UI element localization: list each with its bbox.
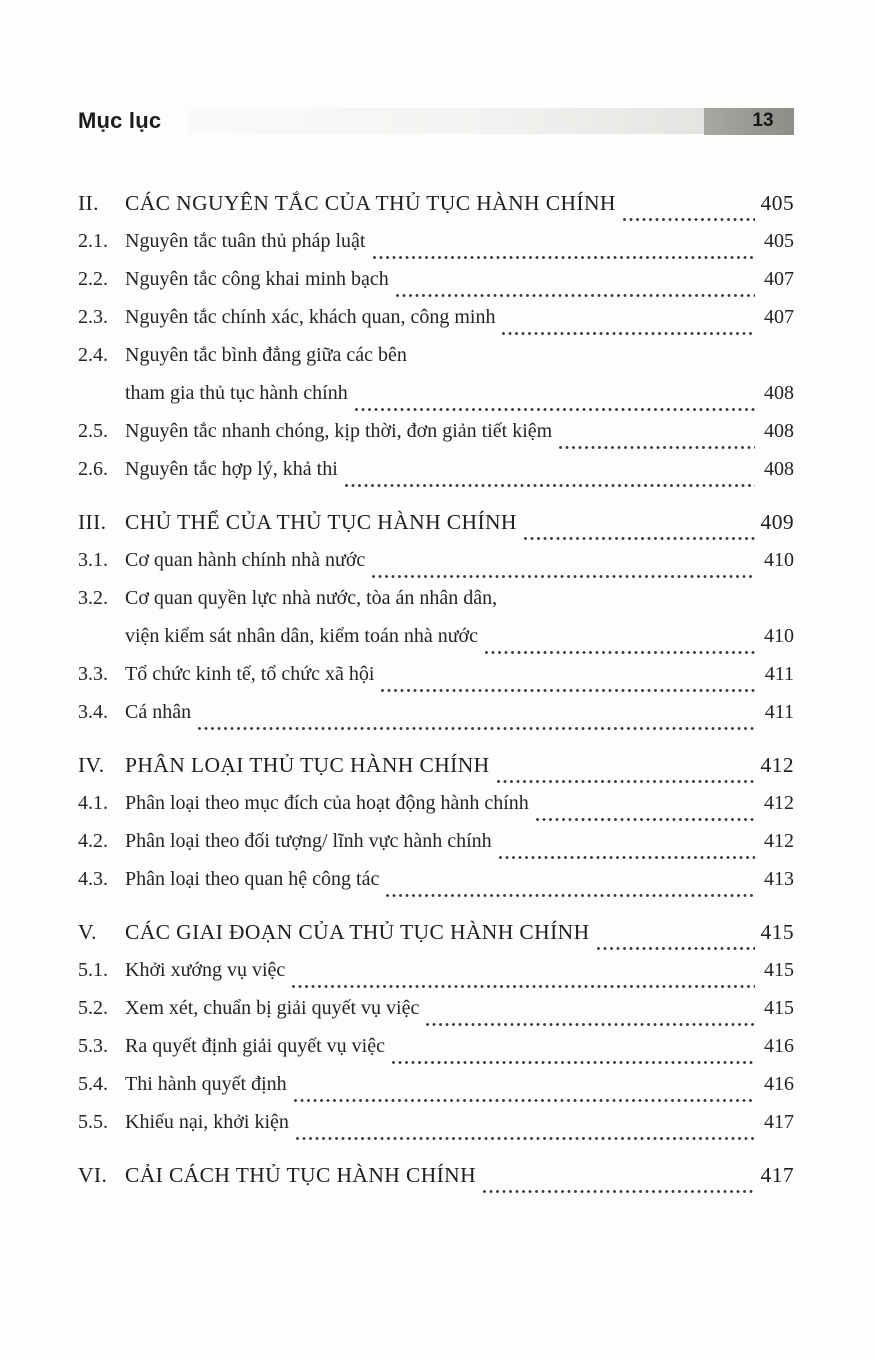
toc-entry bbox=[78, 336, 794, 412]
toc-entry bbox=[78, 989, 794, 1027]
toc-entry bbox=[78, 260, 794, 298]
toc-entry-page: 407 bbox=[764, 268, 794, 290]
toc-entry-title: Thi hành quyết định bbox=[125, 1073, 287, 1095]
toc-entry-title: Cơ quan hành chính nhà nước bbox=[125, 549, 366, 571]
toc-entry bbox=[78, 541, 794, 579]
header-decoration-strip bbox=[187, 108, 704, 134]
toc-entry-number: 2.5. bbox=[78, 420, 108, 442]
toc-entry-number: 3.3. bbox=[78, 663, 108, 685]
toc-entry-page: 416 bbox=[764, 1073, 794, 1095]
toc-entry-page: 417 bbox=[760, 1163, 794, 1187]
toc-entry-title: Ra quyết định giải quyết vụ việc bbox=[125, 1035, 385, 1057]
toc-entry-body bbox=[125, 913, 794, 951]
toc-entry bbox=[78, 184, 794, 222]
toc-entry bbox=[78, 746, 794, 784]
toc-entry-title: Phân loại theo quan hệ công tác bbox=[125, 868, 380, 890]
toc-entry-number: 5.5. bbox=[78, 1111, 108, 1133]
toc-entry-title: CẢI CÁCH THỦ TỤC HÀNH CHÍNH bbox=[125, 1163, 477, 1187]
toc-entry-body bbox=[125, 1027, 794, 1065]
toc-entry-page: 412 bbox=[760, 753, 794, 777]
toc-entry-title: Nguyên tắc nhanh chóng, kịp thời, đơn giản tiết kiệm bbox=[125, 420, 553, 442]
toc-entry-title: Nguyên tắc công khai minh bạch bbox=[125, 268, 389, 290]
dot-leader bbox=[482, 1181, 755, 1194]
dot-leader bbox=[380, 680, 755, 693]
dot-leader bbox=[523, 528, 755, 541]
page-title: Mục lục bbox=[78, 108, 162, 133]
toc-entry-number: 5.3. bbox=[78, 1035, 108, 1057]
toc-entry-number: 3.2. bbox=[78, 587, 108, 609]
toc-entry-title: Tổ chức kinh tế, tổ chức xã hội bbox=[125, 663, 375, 685]
toc-entry-title: CHỦ THỂ CỦA THỦ TỤC HÀNH CHÍNH bbox=[125, 510, 517, 534]
toc-entry-number: II. bbox=[78, 191, 99, 215]
toc-entry-title: Nguyên tắc bình đẳng giữa các bên bbox=[125, 344, 407, 366]
toc-entry-title: Cá nhân bbox=[125, 701, 192, 723]
toc-entry bbox=[78, 298, 794, 336]
toc-entry-number: 3.4. bbox=[78, 701, 108, 723]
toc-entry-title: Khởi xướng vụ việc bbox=[125, 959, 286, 981]
toc-entry-page: 412 bbox=[764, 830, 794, 852]
toc-entry-title: Xem xét, chuẩn bị giải quyết vụ việc bbox=[125, 997, 420, 1019]
toc-entry-number: 5.1. bbox=[78, 959, 108, 981]
toc-entry-number: V. bbox=[78, 920, 97, 944]
toc-entry bbox=[78, 951, 794, 989]
toc-entry-page: 408 bbox=[764, 420, 794, 442]
dot-leader bbox=[344, 475, 755, 488]
toc-entry bbox=[78, 822, 794, 860]
toc-entry bbox=[78, 784, 794, 822]
dot-leader bbox=[395, 285, 755, 298]
toc-entry-page: 412 bbox=[764, 792, 794, 814]
toc-entry-number: 3.1. bbox=[78, 549, 108, 571]
toc-entry bbox=[78, 693, 794, 731]
toc-entry-title: viện kiểm sát nhân dân, kiểm toán nhà nước bbox=[125, 625, 478, 647]
toc-entry-body bbox=[125, 503, 794, 541]
toc-entry-body bbox=[125, 579, 794, 655]
dot-leader bbox=[197, 718, 755, 731]
dot-leader bbox=[293, 1090, 755, 1103]
dot-leader bbox=[354, 399, 755, 412]
dot-leader bbox=[501, 323, 755, 336]
dot-leader bbox=[371, 566, 755, 579]
toc-entry-number: 2.1. bbox=[78, 230, 108, 252]
toc-entry-body bbox=[125, 1156, 794, 1194]
dot-leader bbox=[596, 938, 755, 951]
toc-entry bbox=[78, 860, 794, 898]
toc-entry-body bbox=[125, 693, 794, 731]
toc-entry-title: Phân loại theo đối tượng/ lĩnh vực hành chính bbox=[125, 830, 492, 852]
toc-entry-body bbox=[125, 412, 794, 450]
dot-leader bbox=[558, 437, 755, 450]
toc-entry-number: 5.4. bbox=[78, 1073, 108, 1095]
toc-entry-page: 405 bbox=[764, 230, 794, 252]
toc-entry-number: 5.2. bbox=[78, 997, 108, 1019]
toc-entry-title: tham gia thủ tục hành chính bbox=[125, 382, 348, 404]
dot-leader bbox=[291, 976, 755, 989]
toc-entry-title: Nguyên tắc hợp lý, khả thi bbox=[125, 458, 338, 480]
toc-entry-page: 415 bbox=[760, 920, 794, 944]
toc-entry-title: Cơ quan quyền lực nhà nước, tòa án nhân dân, bbox=[125, 587, 498, 609]
toc-entry-number: 2.3. bbox=[78, 306, 108, 328]
dot-leader bbox=[535, 809, 755, 822]
toc-entry-page: 405 bbox=[760, 191, 794, 215]
toc-entry-page: 413 bbox=[764, 868, 794, 890]
toc-entry-page: 410 bbox=[764, 625, 794, 647]
toc-entry-page: 411 bbox=[764, 663, 794, 685]
toc-entry-number: IV. bbox=[78, 753, 105, 777]
toc-entry-number: 4.1. bbox=[78, 792, 108, 814]
toc-entry-title: Nguyên tắc tuân thủ pháp luật bbox=[125, 230, 366, 252]
toc-entry-number: 4.3. bbox=[78, 868, 108, 890]
toc-entry-body bbox=[125, 860, 794, 898]
page-content bbox=[78, 0, 794, 1194]
toc-entry-body bbox=[125, 222, 794, 260]
toc-entry-number: VI. bbox=[78, 1163, 108, 1187]
toc-entry-body bbox=[125, 450, 794, 488]
toc-entry bbox=[78, 1103, 794, 1141]
toc-entry-number: 2.6. bbox=[78, 458, 108, 480]
toc-entry bbox=[78, 412, 794, 450]
toc-entry-page: 415 bbox=[764, 959, 794, 981]
toc-entry bbox=[78, 579, 794, 655]
dot-leader bbox=[425, 1014, 755, 1027]
toc-entry-page: 408 bbox=[764, 382, 794, 404]
toc-entry-page: 415 bbox=[764, 997, 794, 1019]
dot-leader bbox=[372, 247, 756, 260]
toc-entry-body bbox=[125, 784, 794, 822]
toc-entry bbox=[78, 503, 794, 541]
dot-leader bbox=[391, 1052, 755, 1065]
toc-entry-title: PHÂN LOẠI THỦ TỤC HÀNH CHÍNH bbox=[125, 753, 490, 777]
toc-entry-number: III. bbox=[78, 510, 107, 534]
toc-entry bbox=[78, 450, 794, 488]
toc-entry-page: 416 bbox=[764, 1035, 794, 1057]
toc-entry-body bbox=[125, 541, 794, 579]
toc-entry-page: 411 bbox=[764, 701, 794, 723]
running-header bbox=[78, 106, 794, 136]
dot-leader bbox=[295, 1128, 755, 1141]
toc-entry-body bbox=[125, 298, 794, 336]
toc-entry-page: 407 bbox=[764, 306, 794, 328]
toc-entry-page: 409 bbox=[760, 510, 794, 534]
dot-leader bbox=[496, 771, 755, 784]
toc-entry bbox=[78, 1027, 794, 1065]
toc-entry-page: 408 bbox=[764, 458, 794, 480]
toc-entry-title: CÁC NGUYÊN TẮC CỦA THỦ TỤC HÀNH CHÍNH bbox=[125, 191, 616, 215]
toc-list bbox=[78, 184, 794, 1194]
dot-leader bbox=[622, 209, 755, 222]
toc-entry bbox=[78, 655, 794, 693]
toc-entry-body bbox=[125, 655, 794, 693]
toc-entry-body bbox=[125, 951, 794, 989]
page-number-badge bbox=[704, 108, 794, 135]
toc-entry-body bbox=[125, 260, 794, 298]
toc-entry-page: 410 bbox=[764, 549, 794, 571]
toc-entry-title: Nguyên tắc chính xác, khách quan, công minh bbox=[125, 306, 496, 328]
toc-entry-body bbox=[125, 746, 794, 784]
toc-entry-body bbox=[125, 1065, 794, 1103]
toc-entry-number: 2.2. bbox=[78, 268, 108, 290]
toc-entry-number: 2.4. bbox=[78, 344, 108, 366]
dot-leader bbox=[385, 885, 755, 898]
toc-entry-title: Khiếu nại, khởi kiện bbox=[125, 1111, 289, 1133]
toc-entry-number: 4.2. bbox=[78, 830, 108, 852]
toc-entry-title: CÁC GIAI ĐOẠN CỦA THỦ TỤC HÀNH CHÍNH bbox=[125, 920, 590, 944]
dot-leader bbox=[498, 847, 755, 860]
dot-leader bbox=[484, 642, 755, 655]
toc-entry-body bbox=[125, 989, 794, 1027]
toc-entry-body bbox=[125, 822, 794, 860]
toc-entry bbox=[78, 1156, 794, 1194]
toc-entry-body bbox=[125, 184, 794, 222]
toc-entry bbox=[78, 222, 794, 260]
toc-entry-body bbox=[125, 336, 794, 412]
toc-entry bbox=[78, 1065, 794, 1103]
page-number: 13 bbox=[752, 110, 774, 131]
toc-entry-page: 417 bbox=[764, 1111, 794, 1133]
toc-entry-body bbox=[125, 1103, 794, 1141]
toc-entry bbox=[78, 913, 794, 951]
toc-entry-title: Phân loại theo mục đích của hoạt động hành chính bbox=[125, 792, 529, 814]
